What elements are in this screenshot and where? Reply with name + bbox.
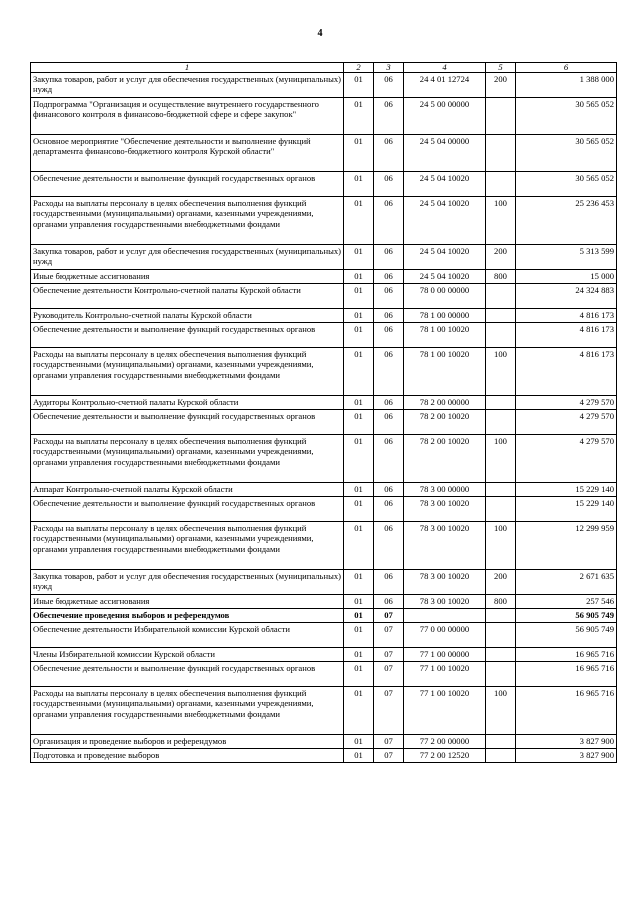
table-row <box>31 98 617 135</box>
row-value-cell: 77 1 00 10020 <box>404 687 486 735</box>
row-value-cell: 30 565 052 <box>516 98 617 135</box>
row-name-cell: Руководитель Контрольно-счетной палаты Курской области <box>31 309 344 323</box>
row-value-cell: 06 <box>374 522 404 570</box>
row-value-cell: 77 2 00 00000 <box>404 735 486 749</box>
row-name-cell: Обеспечение деятельности Избирательной комиссии Курской области <box>31 623 344 648</box>
row-value-cell <box>486 483 516 497</box>
table-row <box>31 735 617 749</box>
row-value-cell: 4 816 173 <box>516 348 617 396</box>
row-value-cell: 100 <box>486 687 516 735</box>
row-value-cell: 4 279 570 <box>516 435 617 483</box>
row-value-cell: 06 <box>374 197 404 245</box>
row-value-cell: 100 <box>486 197 516 245</box>
header-cell: 4 <box>404 63 486 73</box>
row-value-cell: 06 <box>374 284 404 309</box>
row-value-cell: 4 279 570 <box>516 396 617 410</box>
table-row <box>31 749 617 763</box>
row-name-cell: Подготовка и проведение выборов <box>31 749 344 763</box>
row-value-cell: 16 965 716 <box>516 662 617 687</box>
row-value-cell: 07 <box>374 609 404 623</box>
row-name-cell: Закупка товаров, работ и услуг для обеспечения государственных (муниципальных) нужд <box>31 570 344 595</box>
row-value-cell: 24 324 883 <box>516 284 617 309</box>
row-value-cell <box>486 309 516 323</box>
row-value-cell: 2 671 635 <box>516 570 617 595</box>
row-value-cell: 15 000 <box>516 270 617 284</box>
row-value-cell: 01 <box>344 435 374 483</box>
row-value-cell: 3 827 900 <box>516 735 617 749</box>
row-value-cell: 01 <box>344 623 374 648</box>
row-value-cell: 01 <box>344 98 374 135</box>
table-row <box>31 410 617 435</box>
row-value-cell <box>486 396 516 410</box>
row-value-cell: 78 1 00 00000 <box>404 309 486 323</box>
row-value-cell: 78 2 00 10020 <box>404 410 486 435</box>
row-value-cell: 30 565 052 <box>516 135 617 172</box>
row-value-cell: 30 565 052 <box>516 172 617 197</box>
row-name-cell: Иные бюджетные ассигнования <box>31 595 344 609</box>
header-cell: 1 <box>31 63 344 73</box>
row-value-cell: 4 279 570 <box>516 410 617 435</box>
row-value-cell: 07 <box>374 749 404 763</box>
row-value-cell: 24 5 04 10020 <box>404 245 486 270</box>
row-value-cell: 01 <box>344 396 374 410</box>
row-name-cell: Расходы на выплаты персоналу в целях обеспечения выполнения функций государственными (муниципальными) органами, казенными учреждениями, органами управления государственными внебюджетными фондами <box>31 687 344 735</box>
row-value-cell <box>486 662 516 687</box>
row-value-cell <box>486 609 516 623</box>
row-value-cell: 16 965 716 <box>516 687 617 735</box>
row-value-cell: 78 2 00 10020 <box>404 435 486 483</box>
row-value-cell: 06 <box>374 245 404 270</box>
row-value-cell: 5 313 599 <box>516 245 617 270</box>
table-row <box>31 570 617 595</box>
row-value-cell: 01 <box>344 197 374 245</box>
row-value-cell: 06 <box>374 98 404 135</box>
row-value-cell: 01 <box>344 522 374 570</box>
row-value-cell: 78 3 00 10020 <box>404 522 486 570</box>
table-row <box>31 309 617 323</box>
row-value-cell: 24 5 04 10020 <box>404 270 486 284</box>
row-name-cell: Расходы на выплаты персоналу в целях обеспечения выполнения функций государственными (муниципальными) органами, казенными учреждениями, органами управления государственными внебюджетными фондами <box>31 522 344 570</box>
row-name-cell: Закупка товаров, работ и услуг для обеспечения государственных (муниципальных) нужд <box>31 73 344 98</box>
row-value-cell: 06 <box>374 497 404 522</box>
row-value-cell: 01 <box>344 749 374 763</box>
table-row <box>31 687 617 735</box>
row-value-cell: 01 <box>344 648 374 662</box>
row-value-cell: 24 5 04 10020 <box>404 172 486 197</box>
row-value-cell: 01 <box>344 483 374 497</box>
table-row <box>31 497 617 522</box>
row-value-cell <box>486 135 516 172</box>
row-name-cell: Закупка товаров, работ и услуг для обеспечения государственных (муниципальных) нужд <box>31 245 344 270</box>
row-value-cell: 01 <box>344 245 374 270</box>
row-value-cell: 3 827 900 <box>516 749 617 763</box>
table-row <box>31 483 617 497</box>
row-value-cell: 07 <box>374 623 404 648</box>
row-value-cell <box>486 98 516 135</box>
row-value-cell <box>486 648 516 662</box>
row-value-cell: 77 1 00 10020 <box>404 662 486 687</box>
row-value-cell: 01 <box>344 595 374 609</box>
row-value-cell: 01 <box>344 270 374 284</box>
row-name-cell: Расходы на выплаты персоналу в целях обеспечения выполнения функций государственными (муниципальными) органами, казенными учреждениями, органами управления государственными внебюджетными фондами <box>31 197 344 245</box>
row-value-cell: 06 <box>374 410 404 435</box>
row-value-cell <box>486 410 516 435</box>
row-value-cell: 07 <box>374 687 404 735</box>
row-name-cell: Подпрограмма "Организация и осуществление внутреннего государственного финансового контроля в финансово-бюджетной сфере и сфере закупок" <box>31 98 344 135</box>
row-name-cell: Обеспечение деятельности и выполнение функций государственных органов <box>31 662 344 687</box>
row-value-cell: 78 2 00 00000 <box>404 396 486 410</box>
table-row <box>31 135 617 172</box>
table-row <box>31 435 617 483</box>
row-value-cell <box>486 172 516 197</box>
row-value-cell: 100 <box>486 435 516 483</box>
budget-table <box>30 62 617 763</box>
table-row <box>31 245 617 270</box>
row-value-cell: 12 299 959 <box>516 522 617 570</box>
header-cell: 2 <box>344 63 374 73</box>
row-value-cell: 01 <box>344 309 374 323</box>
row-value-cell: 78 1 00 10020 <box>404 323 486 348</box>
row-value-cell: 01 <box>344 570 374 595</box>
row-value-cell: 06 <box>374 348 404 396</box>
row-value-cell: 200 <box>486 245 516 270</box>
row-value-cell: 01 <box>344 135 374 172</box>
row-value-cell: 1 388 000 <box>516 73 617 98</box>
row-name-cell: Обеспечение деятельности Контрольно-счетной палаты Курской области <box>31 284 344 309</box>
row-value-cell: 01 <box>344 348 374 396</box>
table-row <box>31 197 617 245</box>
table-row <box>31 172 617 197</box>
row-name-cell: Расходы на выплаты персоналу в целях обеспечения выполнения функций государственными (муниципальными) органами, казенными учреждениями, органами управления государственными внебюджетными фондами <box>31 435 344 483</box>
row-value-cell: 24 4 01 12724 <box>404 73 486 98</box>
row-name-cell: Обеспечение деятельности и выполнение функций государственных органов <box>31 497 344 522</box>
table-row <box>31 609 617 623</box>
row-value-cell: 56 905 749 <box>516 623 617 648</box>
row-value-cell: 15 229 140 <box>516 483 617 497</box>
row-value-cell: 200 <box>486 570 516 595</box>
row-value-cell: 24 5 04 00000 <box>404 135 486 172</box>
row-value-cell: 800 <box>486 595 516 609</box>
row-value-cell: 77 0 00 00000 <box>404 623 486 648</box>
row-value-cell: 06 <box>374 435 404 483</box>
row-value-cell: 257 546 <box>516 595 617 609</box>
row-value-cell <box>486 497 516 522</box>
row-value-cell: 06 <box>374 483 404 497</box>
row-value-cell: 100 <box>486 522 516 570</box>
row-value-cell: 01 <box>344 323 374 348</box>
row-value-cell: 07 <box>374 662 404 687</box>
row-value-cell: 78 3 00 10020 <box>404 570 486 595</box>
row-value-cell: 01 <box>344 735 374 749</box>
row-value-cell: 01 <box>344 662 374 687</box>
row-value-cell <box>404 609 486 623</box>
row-value-cell: 4 816 173 <box>516 323 617 348</box>
row-name-cell: Члены Избирательной комиссии Курской области <box>31 648 344 662</box>
row-value-cell: 06 <box>374 270 404 284</box>
row-name-cell: Расходы на выплаты персоналу в целях обеспечения выполнения функций государственными (муниципальными) органами, казенными учреждениями, органами управления государственными внебюджетными фондами <box>31 348 344 396</box>
row-value-cell: 06 <box>374 595 404 609</box>
row-value-cell: 78 3 00 00000 <box>404 483 486 497</box>
table-row <box>31 522 617 570</box>
row-value-cell <box>486 323 516 348</box>
page-number: 4 <box>317 28 323 39</box>
table-row <box>31 662 617 687</box>
row-value-cell: 01 <box>344 284 374 309</box>
row-name-cell: Обеспечение деятельности и выполнение функций государственных органов <box>31 323 344 348</box>
row-value-cell: 15 229 140 <box>516 497 617 522</box>
row-value-cell: 800 <box>486 270 516 284</box>
row-value-cell: 25 236 453 <box>516 197 617 245</box>
table-row <box>31 623 617 648</box>
row-value-cell: 200 <box>486 73 516 98</box>
row-value-cell: 01 <box>344 687 374 735</box>
row-value-cell: 01 <box>344 609 374 623</box>
row-value-cell: 06 <box>374 323 404 348</box>
row-name-cell: Основное мероприятие "Обеспечение деятельности и выполнение функций департамента финансово-бюджетного контроля Курской области" <box>31 135 344 172</box>
row-value-cell: 01 <box>344 73 374 98</box>
row-value-cell: 06 <box>374 309 404 323</box>
row-value-cell: 24 5 00 00000 <box>404 98 486 135</box>
row-value-cell: 06 <box>374 570 404 595</box>
row-value-cell: 01 <box>344 410 374 435</box>
row-value-cell: 16 965 716 <box>516 648 617 662</box>
row-value-cell: 77 1 00 00000 <box>404 648 486 662</box>
table-row <box>31 284 617 309</box>
table-row <box>31 73 617 98</box>
row-value-cell: 100 <box>486 348 516 396</box>
header-cell: 6 <box>516 63 617 73</box>
row-value-cell: 07 <box>374 735 404 749</box>
row-value-cell <box>486 735 516 749</box>
row-value-cell: 06 <box>374 172 404 197</box>
row-name-cell: Аудиторы Контрольно-счетной палаты Курской области <box>31 396 344 410</box>
row-value-cell <box>486 623 516 648</box>
row-value-cell: 4 816 173 <box>516 309 617 323</box>
table-row <box>31 270 617 284</box>
row-value-cell: 06 <box>374 73 404 98</box>
table-row <box>31 595 617 609</box>
row-name-cell: Аппарат Контрольно-счетной палаты Курской области <box>31 483 344 497</box>
header-cell: 3 <box>374 63 404 73</box>
row-name-cell: Иные бюджетные ассигнования <box>31 270 344 284</box>
row-value-cell: 06 <box>374 135 404 172</box>
table-row <box>31 396 617 410</box>
row-name-cell: Обеспечение проведения выборов и референдумов <box>31 609 344 623</box>
row-value-cell: 24 5 04 10020 <box>404 197 486 245</box>
row-value-cell <box>486 284 516 309</box>
header-cell: 5 <box>486 63 516 73</box>
row-value-cell: 01 <box>344 497 374 522</box>
row-value-cell: 78 0 00 00000 <box>404 284 486 309</box>
row-value-cell: 07 <box>374 648 404 662</box>
row-value-cell: 56 905 749 <box>516 609 617 623</box>
row-name-cell: Обеспечение деятельности и выполнение функций государственных органов <box>31 172 344 197</box>
row-value-cell: 78 3 00 10020 <box>404 497 486 522</box>
table-header-row <box>31 63 617 73</box>
row-value-cell: 78 1 00 10020 <box>404 348 486 396</box>
row-name-cell: Организация и проведение выборов и референдумов <box>31 735 344 749</box>
row-value-cell: 77 2 00 12520 <box>404 749 486 763</box>
row-value-cell <box>486 749 516 763</box>
row-name-cell: Обеспечение деятельности и выполнение функций государственных органов <box>31 410 344 435</box>
table-row <box>31 348 617 396</box>
row-value-cell: 78 3 00 10020 <box>404 595 486 609</box>
row-value-cell: 01 <box>344 172 374 197</box>
table-row <box>31 648 617 662</box>
row-value-cell: 06 <box>374 396 404 410</box>
table-row <box>31 323 617 348</box>
